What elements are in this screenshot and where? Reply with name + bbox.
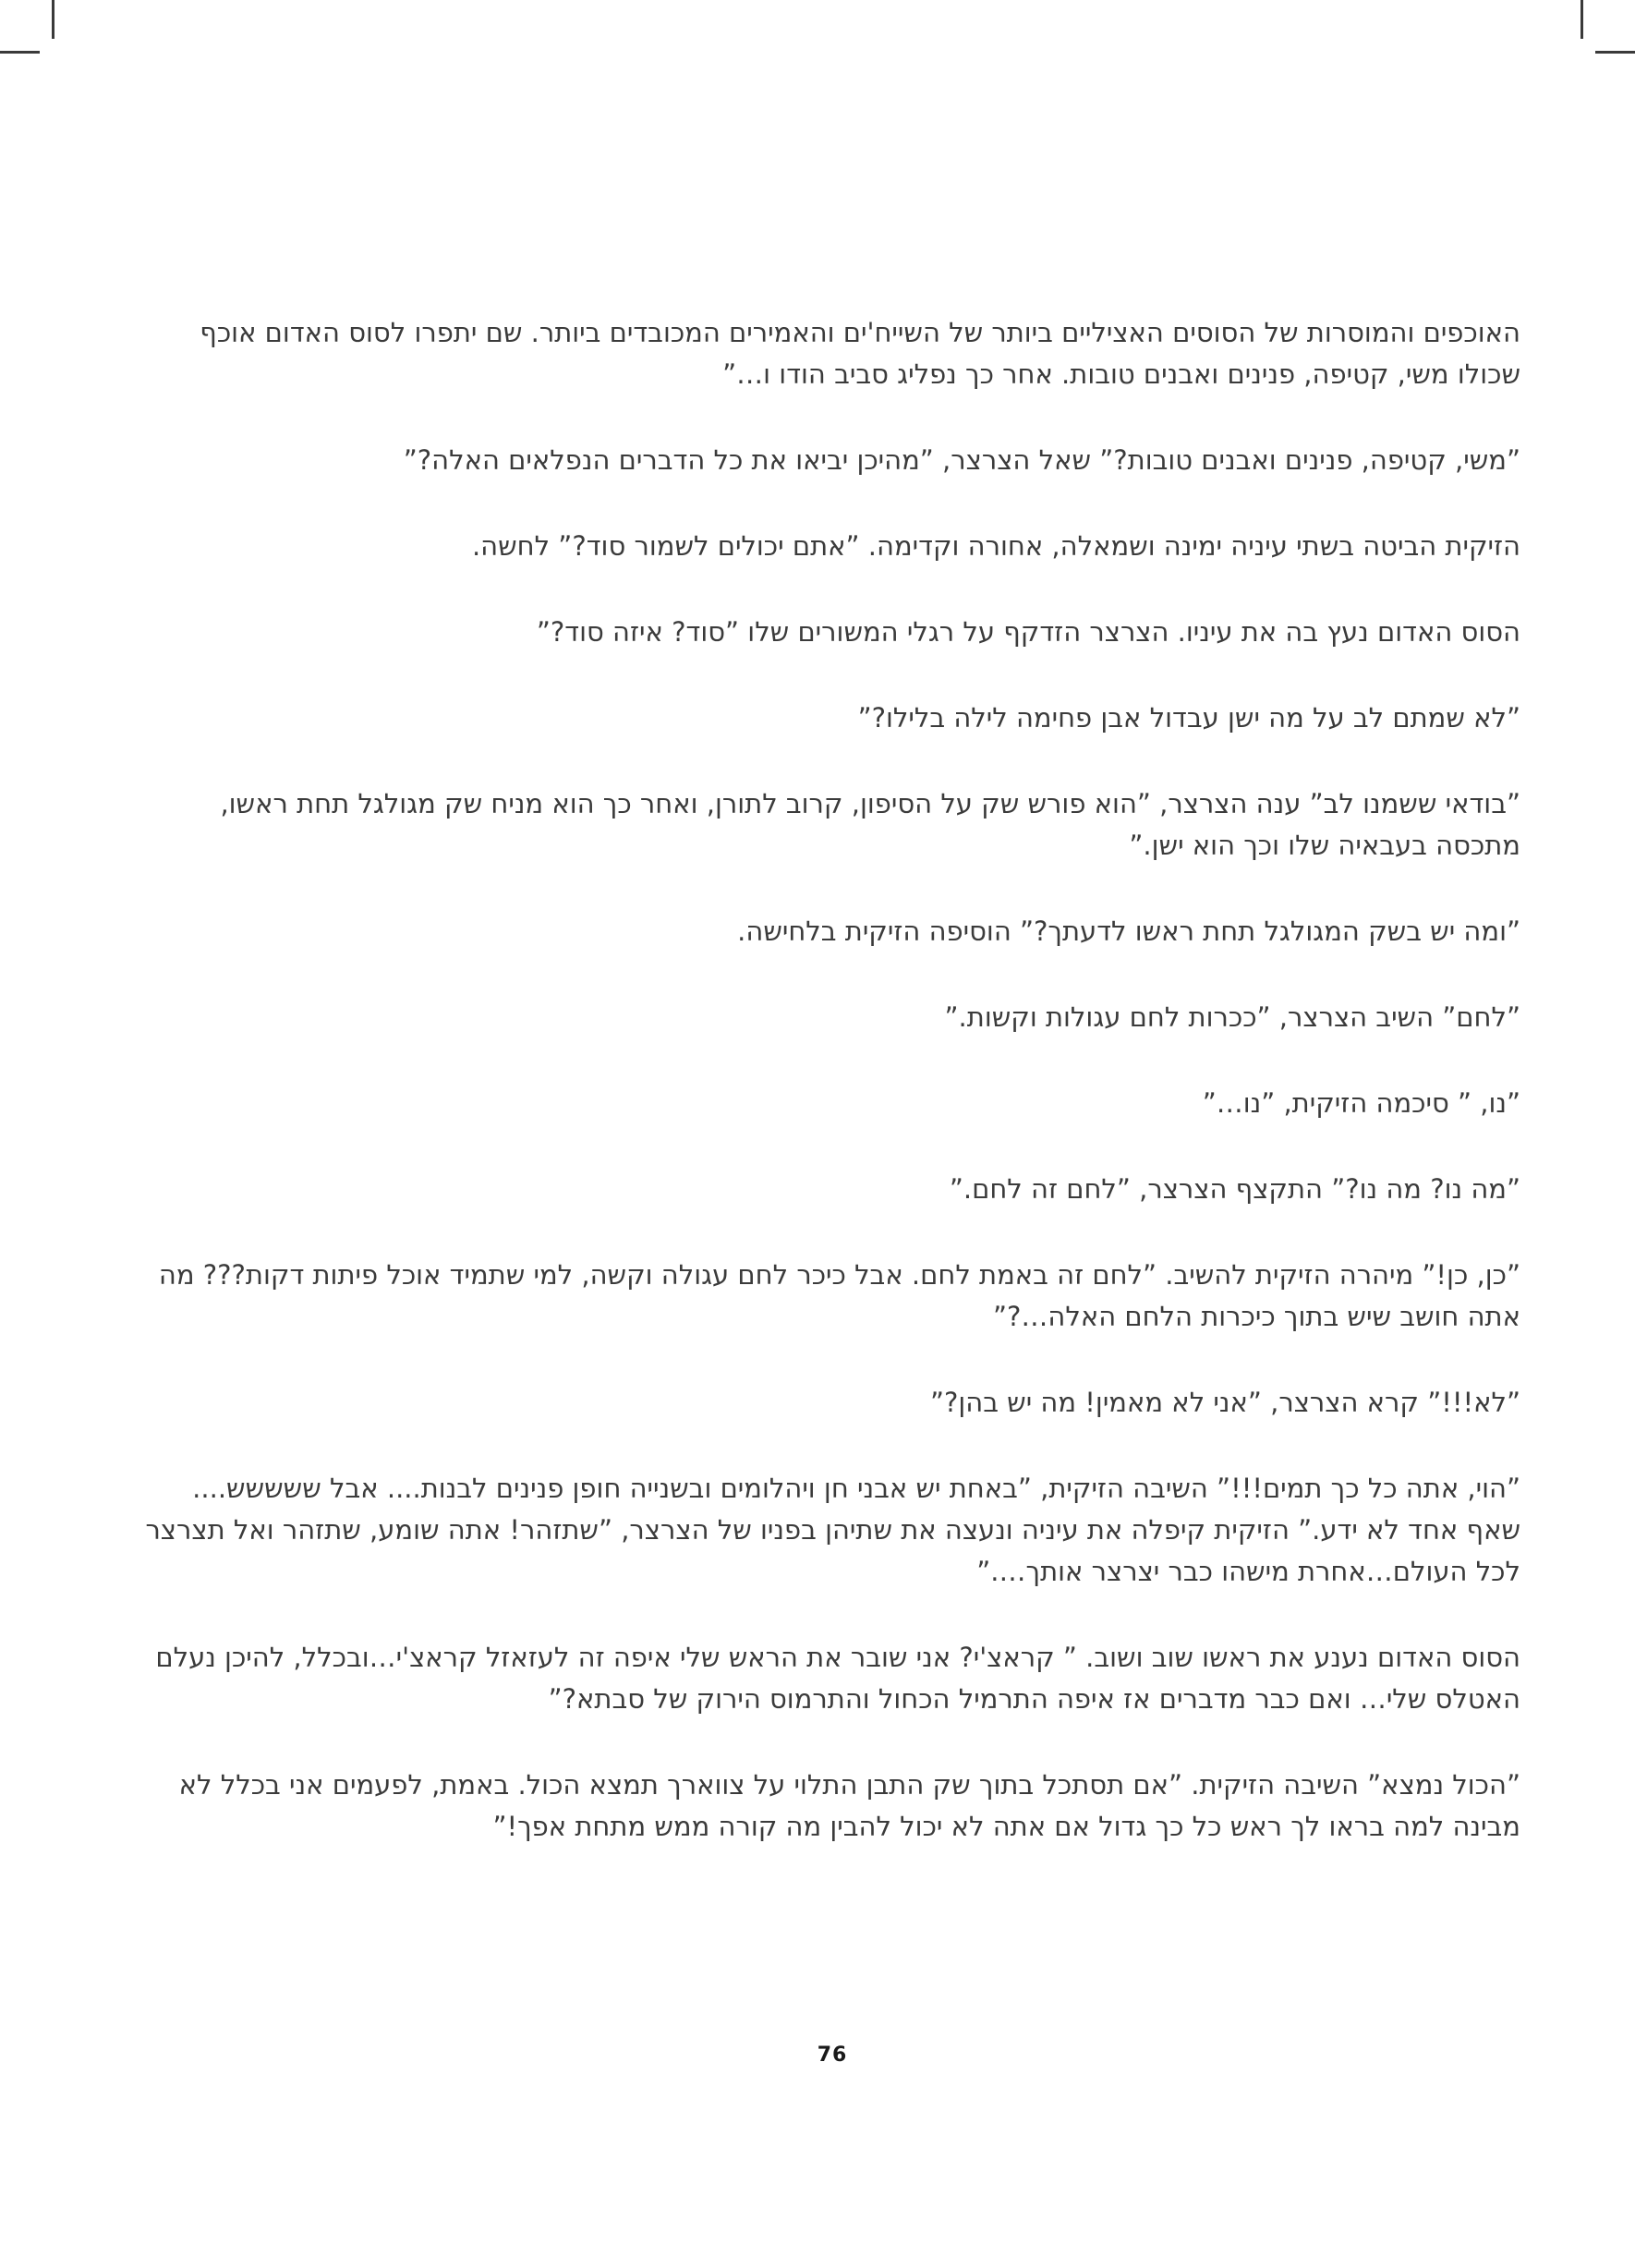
page-number: 76 — [817, 2044, 848, 2067]
crop-mark-top-left-horizontal — [0, 51, 40, 54]
paragraph: ”ומה יש בשק המגולגל תחת ראשו לדעתך?” הוסיפה הזיקית בלחישה. — [737, 916, 1520, 947]
crop-mark-top-right-horizontal — [1595, 51, 1635, 54]
paragraph: הסוס האדום נעץ בה את עיניו. הצרצר הזדקף על רגלי המשורים שלו ”סוד? איזה סוד?” — [536, 616, 1520, 648]
paragraph: ”כן, כן!” מיהרה הזיקית להשיב. ”לחם זה באמת לחם. אבל כיכר לחם עגולה וקשה, למי שתמיד אוכל פיתות דקות??? מה אתה חושב שיש בתוך כיכרות הלחם האלה…?” — [158, 1259, 1520, 1332]
paragraph: ”נו, ” סיכמה הזיקית, ”נו…” — [1202, 1087, 1520, 1119]
page-text — [135, 312, 1520, 1892]
paragraph: ”משי, קטיפה, פנינים ואבנים טובות?” שאל הצרצר, ”מהיכן יביאו את כל הדברים הנפלאים האלה?” — [403, 444, 1520, 476]
paragraph: ”לא שמתם לב על מה ישן עבדול אבן פחימה לילה בלילו?” — [857, 702, 1520, 734]
paragraph: הזיקית הביטה בשתי עיניה ימינה ושמאלה, אחורה וקדימה. ”אתם יכולים לשמור סוד?” לחשה. — [471, 530, 1520, 562]
paragraph: ”לחם” השיב הצרצר, ”ככרות לחם עגולות וקשות.” — [944, 1001, 1520, 1033]
page-footer — [0, 2044, 1635, 2067]
paragraph: ”הוי, אתה כל כך תמים!!!” השיבה הזיקית, ”באחת יש אבני חן ויהלומים ובשנייה חופן פנינים לבנות.... אבל ששששש.... שאף אחד לא ידע.” הזיקית קיפלה את עיניה ונעצה את שתיהן בפניו של הצרצר, ”שתזהר! אתה שומע, שתזהר ואל תצרצר לכל העולם…אחרת מישהו כבר יצרצר אותך….” — [145, 1473, 1520, 1587]
paragraph: ”לא!!!” קרא הצרצר, ”אני לא מאמין! מה יש בהן?” — [929, 1387, 1520, 1418]
paragraph: האוכפים והמוסרות של הסוסים האציליים ביותר של השייח'ים והאמירים המכובדים ביותר. שם יתפרו לסוס האדום אוכף שכולו משי, קטיפה, פנינים ואבנים טובות. אחר כך נפליג סביב הודו ו…” — [200, 317, 1520, 390]
paragraph: הסוס האדום נענע את ראשו שוב ושוב. ” קראצ'י? אני שובר את הראש שלי איפה זה לעזאזל קראצ'י…ובכלל, להיכן נעלם האטלס שלי… ואם כבר מדברים אז איפה התרמיל הכחול והתרמוס הירוק של סבתא?” — [155, 1642, 1520, 1715]
crop-mark-top-left-vertical — [52, 0, 54, 39]
crop-mark-top-right-vertical — [1580, 0, 1583, 39]
paragraph: ”הכול נמצא” השיבה הזיקית. ”אם תסתכל בתוך שק התבן התלוי על צווארך תמצא הכול. באמת, לפעמים אני בכלל לא מבינה למה בראו לך ראש כל כך גדול אם אתה לא יכול להבין מה קורה ממש מתחת אפך!” — [178, 1769, 1520, 1842]
paragraph: ”בודאי ששמנו לב” ענה הצרצר, ”הוא פורש שק על הסיפון, קרוב לתורן, ואחר כך הוא מניח שק מגולגל תחת ראשו, מתכסה בעבאיה שלו וכך הוא ישן.” — [220, 788, 1520, 861]
paragraph: ”מה נו? מה נו?” התקצף הצרצר, ”לחם זה לחם.” — [949, 1173, 1520, 1205]
